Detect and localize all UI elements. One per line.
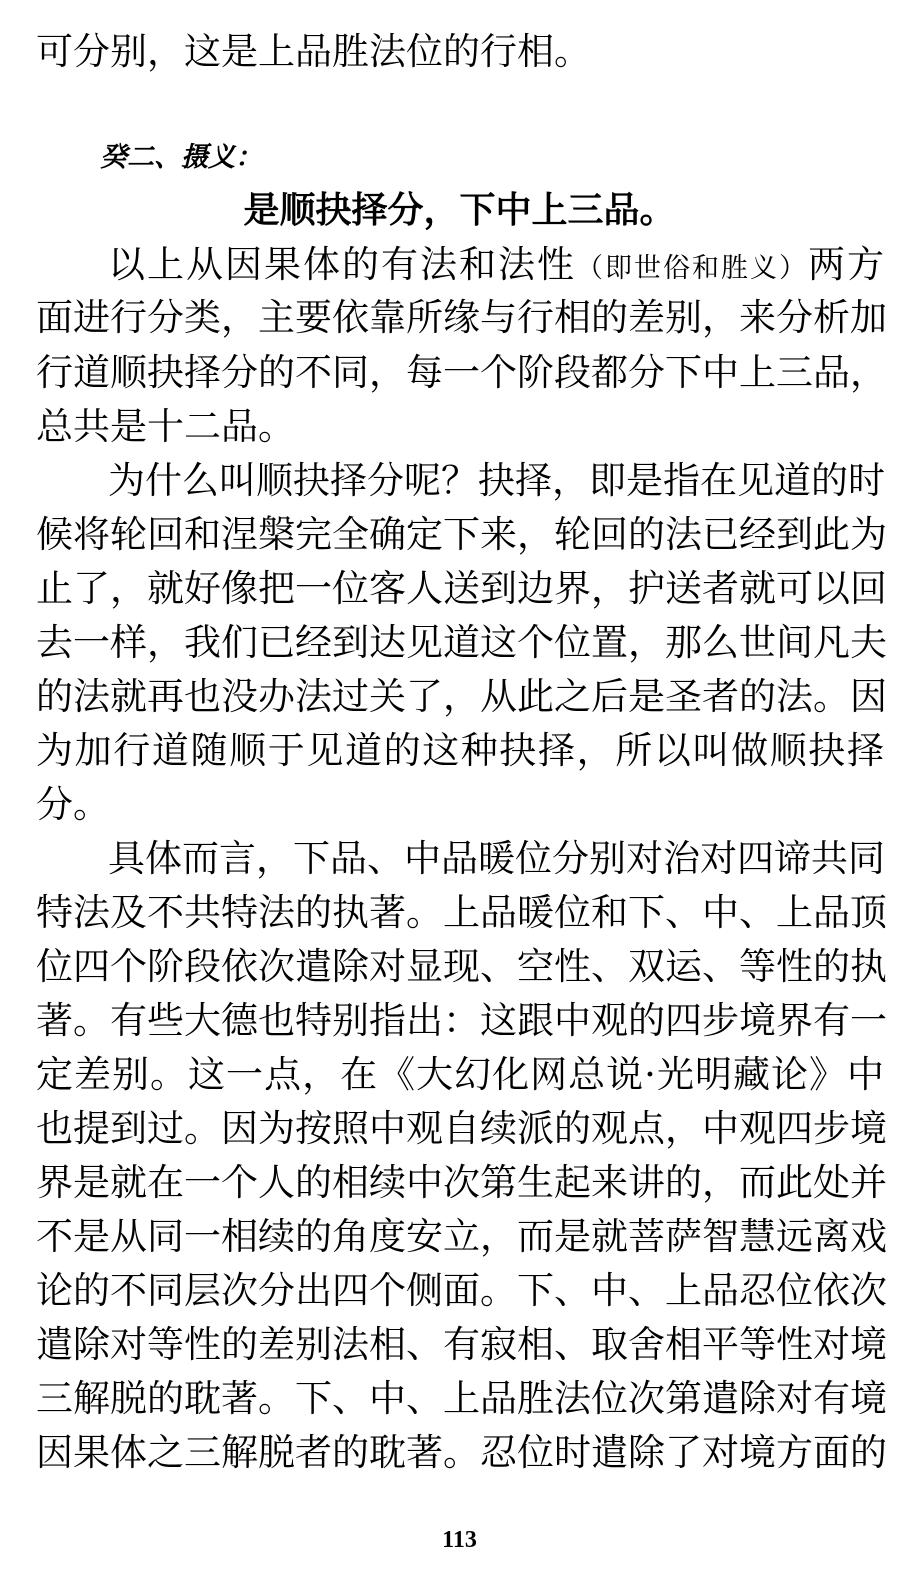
text-line: 行道顺抉择分的不同，每一个阶段都分下中上三品，: [36, 351, 887, 394]
text-line: 为什么叫顺抉择分呢？抉择，即是指在见道的时: [108, 459, 885, 502]
text-line: 止了，就好像把一位客人送到边界，护送者就可以回: [36, 567, 887, 610]
section-subheading: 癸二、摄义：: [100, 142, 262, 173]
text-line: 为加行道随顺于见道的这种抉择，所以叫做顺抉择: [36, 729, 884, 772]
text-line: 也提到过。因为按照中观自续派的观点，中观四步境: [36, 1107, 887, 1150]
text-line: 去一样，我们已经到达见道这个位置，那么世间凡夫: [36, 621, 887, 664]
text-line: 不是从同一相续的角度安立，而是就菩萨智慧远离戏: [36, 1215, 887, 1258]
text-line: 遣除对等性的差别法相、有寂相、取舍相平等性对境: [36, 1323, 887, 1366]
text-line: 定差别。这一点，在《大幻化网总说·光明藏论》中: [36, 1053, 884, 1096]
text-line: 的法就再也没办法过关了，从此之后是圣者的法。因: [36, 675, 887, 718]
text-line: 具体而言，下品、中品暖位分别对治对四谛共同: [108, 837, 885, 880]
text-line: 著。有些大德也特别指出：这跟中观的四步境界有一: [36, 999, 887, 1042]
text-line: 总共是十二品。: [36, 405, 295, 448]
text-line: [108, 240, 884, 290]
text-line: 三解脱的耽著。下、中、上品胜法位次第遣除对有境: [36, 1377, 887, 1420]
text-line: 分。: [36, 783, 110, 826]
page-number: 113: [442, 1527, 477, 1553]
text-line: 因果体之三解脱者的耽著。忍位时遣除了对境方面的: [36, 1431, 887, 1474]
text-line: 可分别，这是上品胜法位的行相。: [36, 30, 591, 73]
parenthetical-note: （即世俗和胜义）: [576, 253, 808, 284]
text-line: 界是就在一个人的相续中次第生起来讲的，而此处并: [36, 1161, 887, 1204]
text-line: 特法及不共特法的执著。上品暖位和下、中、上品顶: [36, 891, 887, 934]
verse-heading: 是顺抉择分，下中上三品。: [243, 190, 676, 231]
text-line: 论的不同层次分出四个侧面。下、中、上品忍位依次: [36, 1269, 887, 1312]
text-span: 两方: [808, 243, 884, 286]
text-line: 面进行分类，主要依靠所缘与行相的差别，来分析加: [36, 296, 887, 339]
text-span: 以上从因果体的有法和法性: [108, 243, 576, 286]
text-line: 候将轮回和涅槃完全确定下来，轮回的法已经到此为: [36, 513, 887, 556]
text-line: 位四个阶段依次遣除对显现、空性、双运、等性的执: [36, 945, 887, 988]
